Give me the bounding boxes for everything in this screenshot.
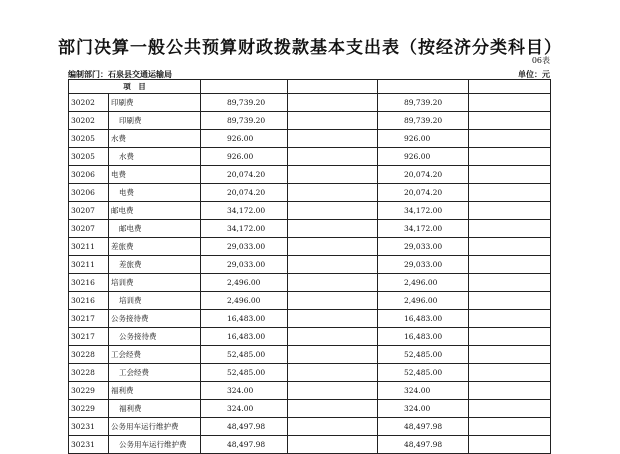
table-row <box>69 382 551 400</box>
amount-total: 29,033.00 <box>201 256 288 274</box>
amount-col-2 <box>288 166 378 184</box>
economic-code: 30206 <box>69 184 109 202</box>
amount-col-4 <box>469 436 551 454</box>
amount-col-3: 16,483.00 <box>378 328 469 346</box>
economic-code: 30202 <box>69 94 109 112</box>
amount-col-3: 34,172.00 <box>378 220 469 238</box>
amount-col-4 <box>469 400 551 418</box>
table-row <box>69 346 551 364</box>
amount-col-3: 29,033.00 <box>378 256 469 274</box>
item-name: 差旅费 <box>109 256 201 274</box>
table-row <box>69 184 551 202</box>
amount-col-2 <box>288 436 378 454</box>
amount-col-4 <box>469 256 551 274</box>
amount-col-2 <box>288 238 378 256</box>
table-row <box>69 130 551 148</box>
table-row <box>69 364 551 382</box>
amount-total: 34,172.00 <box>201 202 288 220</box>
amount-col-2 <box>288 328 378 346</box>
item-name: 邮电费 <box>109 202 201 220</box>
item-name: 水费 <box>109 130 201 148</box>
economic-code: 30231 <box>69 436 109 454</box>
amount-col-2 <box>288 112 378 130</box>
item-name: 公务用车运行维护费 <box>109 418 201 436</box>
table-row <box>69 328 551 346</box>
item-name: 培训费 <box>109 274 201 292</box>
amount-col-2 <box>288 130 378 148</box>
economic-code: 30216 <box>69 292 109 310</box>
amount-col-3: 324.00 <box>378 400 469 418</box>
amount-col-2 <box>288 346 378 364</box>
amount-col-2 <box>288 94 378 112</box>
item-name: 公务用车运行维护费 <box>109 436 201 454</box>
amount-col-3: 48,497.98 <box>378 418 469 436</box>
amount-col-4 <box>469 184 551 202</box>
amount-total: 34,172.00 <box>201 220 288 238</box>
amount-total: 20,074.20 <box>201 166 288 184</box>
amount-col-3: 324.00 <box>378 382 469 400</box>
table-row <box>69 202 551 220</box>
amount-col-2 <box>288 292 378 310</box>
amount-col-3: 2,496.00 <box>378 292 469 310</box>
amount-col-2 <box>288 418 378 436</box>
amount-total: 48,497.98 <box>201 418 288 436</box>
header-col-2 <box>288 80 378 94</box>
item-name: 工会经费 <box>109 346 201 364</box>
economic-code: 30207 <box>69 220 109 238</box>
table-row <box>69 418 551 436</box>
expenditure-table <box>68 79 551 454</box>
table-row <box>69 238 551 256</box>
economic-code: 30231 <box>69 418 109 436</box>
amount-col-4 <box>469 166 551 184</box>
amount-total: 20,074.20 <box>201 184 288 202</box>
table-row <box>69 220 551 238</box>
page-title: 部门决算一般公共预算财政拨款基本支出表（按经济分类科目） <box>58 38 562 58</box>
amount-col-4 <box>469 238 551 256</box>
amount-col-2 <box>288 256 378 274</box>
amount-col-3: 20,074.20 <box>378 184 469 202</box>
amount-total: 2,496.00 <box>201 292 288 310</box>
table-number: 06表 <box>531 56 550 65</box>
amount-col-4 <box>469 310 551 328</box>
amount-total: 324.00 <box>201 382 288 400</box>
amount-col-2 <box>288 310 378 328</box>
item-name: 水费 <box>109 148 201 166</box>
item-name: 差旅费 <box>109 238 201 256</box>
table-row <box>69 256 551 274</box>
item-name: 公务接待费 <box>109 310 201 328</box>
amount-col-3: 89,739.20 <box>378 94 469 112</box>
item-name: 印刷费 <box>109 112 201 130</box>
amount-col-4 <box>469 220 551 238</box>
table-row <box>69 292 551 310</box>
economic-code: 30228 <box>69 364 109 382</box>
table-header-row <box>69 80 551 94</box>
amount-total: 926.00 <box>201 148 288 166</box>
amount-col-2 <box>288 274 378 292</box>
item-name: 公务接待费 <box>109 328 201 346</box>
table-row <box>69 310 551 328</box>
amount-col-2 <box>288 148 378 166</box>
economic-code: 30217 <box>69 328 109 346</box>
table-row <box>69 436 551 454</box>
amount-col-2 <box>288 184 378 202</box>
amount-col-4 <box>469 346 551 364</box>
amount-col-2 <box>288 400 378 418</box>
amount-col-2 <box>288 364 378 382</box>
item-name: 培训费 <box>109 292 201 310</box>
economic-code: 30205 <box>69 148 109 166</box>
amount-col-2 <box>288 202 378 220</box>
header-col-4 <box>469 80 551 94</box>
amount-total: 2,496.00 <box>201 274 288 292</box>
amount-col-3: 52,485.00 <box>378 364 469 382</box>
amount-col-3: 89,739.20 <box>378 112 469 130</box>
item-name: 电费 <box>109 166 201 184</box>
item-name: 福利费 <box>109 382 201 400</box>
economic-code: 30202 <box>69 112 109 130</box>
amount-col-3: 48,497.98 <box>378 436 469 454</box>
amount-col-4 <box>469 274 551 292</box>
amount-total: 16,483.00 <box>201 328 288 346</box>
amount-total: 29,033.00 <box>201 238 288 256</box>
amount-col-4 <box>469 364 551 382</box>
amount-col-3: 52,485.00 <box>378 346 469 364</box>
amount-col-3: 926.00 <box>378 148 469 166</box>
economic-code: 30211 <box>69 238 109 256</box>
amount-col-4 <box>469 202 551 220</box>
economic-code: 30229 <box>69 382 109 400</box>
table-row <box>69 94 551 112</box>
item-name: 电费 <box>109 184 201 202</box>
amount-col-4 <box>469 112 551 130</box>
item-name: 福利费 <box>109 400 201 418</box>
amount-col-3: 34,172.00 <box>378 202 469 220</box>
table-row <box>69 112 551 130</box>
amount-total: 324.00 <box>201 400 288 418</box>
economic-code: 30206 <box>69 166 109 184</box>
amount-total: 926.00 <box>201 130 288 148</box>
amount-total: 16,483.00 <box>201 310 288 328</box>
amount-total: 89,739.20 <box>201 112 288 130</box>
amount-col-2 <box>288 382 378 400</box>
amount-col-4 <box>469 130 551 148</box>
item-name: 邮电费 <box>109 220 201 238</box>
economic-code: 30228 <box>69 346 109 364</box>
economic-code: 30217 <box>69 310 109 328</box>
amount-col-4 <box>469 94 551 112</box>
amount-col-4 <box>469 148 551 166</box>
economic-code: 30207 <box>69 202 109 220</box>
table-row <box>69 400 551 418</box>
item-name: 印刷费 <box>109 94 201 112</box>
amount-col-2 <box>288 220 378 238</box>
compiling-department: 编制部门：石泉县交通运输局 <box>68 69 172 79</box>
amount-col-4 <box>469 418 551 436</box>
amount-total: 89,739.20 <box>201 94 288 112</box>
header-item: 项 目 <box>69 80 201 94</box>
table-row <box>69 166 551 184</box>
economic-code: 30205 <box>69 130 109 148</box>
header-col-1 <box>201 80 288 94</box>
amount-col-3: 2,496.00 <box>378 274 469 292</box>
amount-col-4 <box>469 382 551 400</box>
economic-code: 30211 <box>69 256 109 274</box>
header-col-3 <box>378 80 469 94</box>
amount-col-4 <box>469 328 551 346</box>
item-name: 工会经费 <box>109 364 201 382</box>
amount-col-4 <box>469 292 551 310</box>
amount-total: 52,485.00 <box>201 364 288 382</box>
amount-col-3: 29,033.00 <box>378 238 469 256</box>
amount-col-3: 20,074.20 <box>378 166 469 184</box>
amount-col-3: 16,483.00 <box>378 310 469 328</box>
economic-code: 30229 <box>69 400 109 418</box>
table-row <box>69 274 551 292</box>
amount-total: 52,485.00 <box>201 346 288 364</box>
economic-code: 30216 <box>69 274 109 292</box>
currency-unit: 单位：元 <box>518 69 550 79</box>
table-row <box>69 148 551 166</box>
amount-col-3: 926.00 <box>378 130 469 148</box>
amount-total: 48,497.98 <box>201 436 288 454</box>
